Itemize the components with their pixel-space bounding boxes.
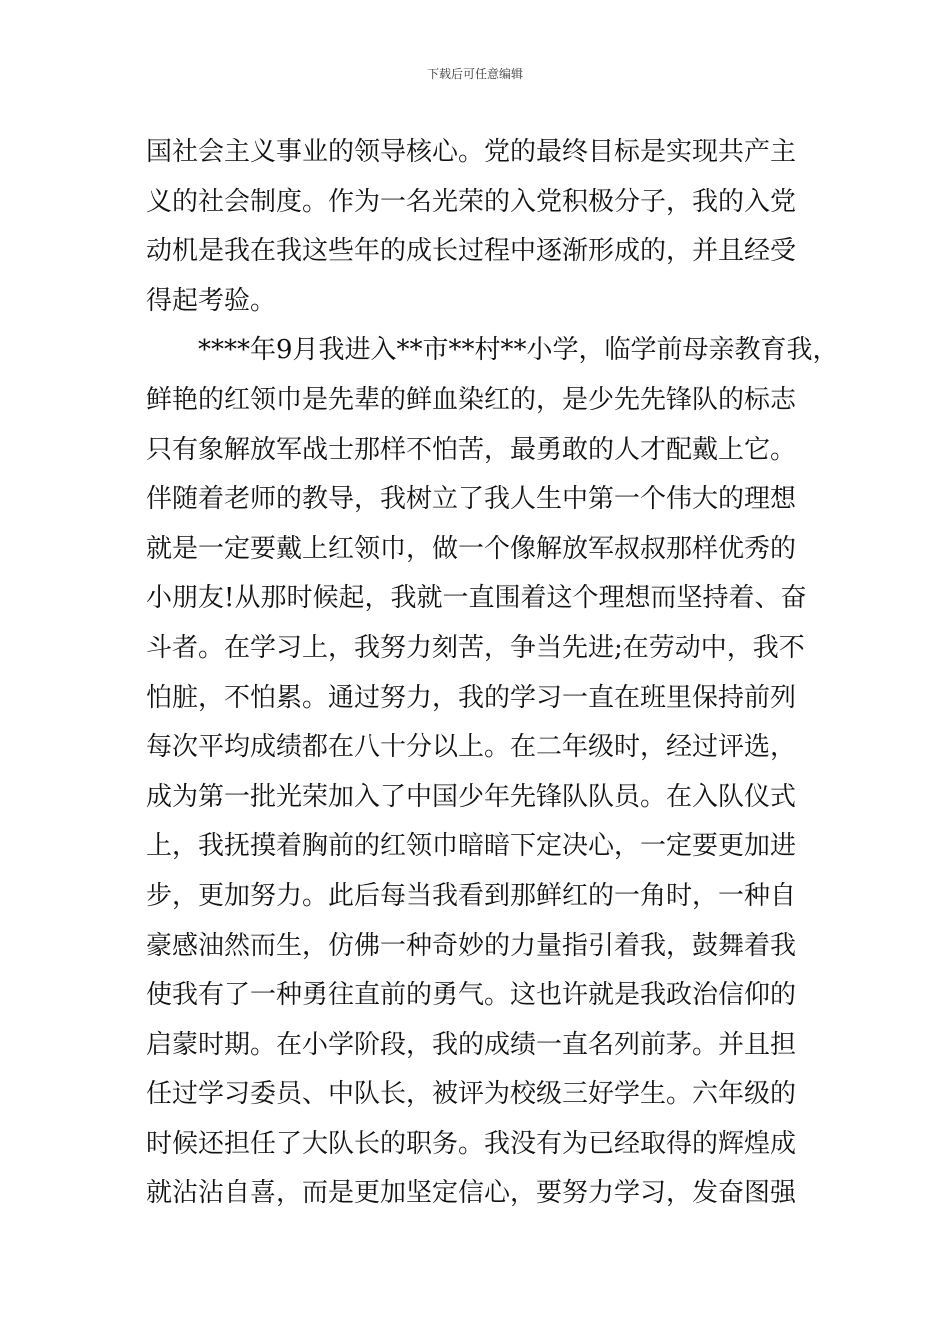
text-line: 斗者。在学习上，我努力刻苦，争当先进;在劳动中，我不 — [146, 632, 805, 663]
page-header: 下载后可任意编辑 — [426, 67, 523, 81]
text-line: 伴随着老师的教导，我树立了我人生中第一个伟大的理想 — [146, 484, 797, 515]
text-line: 豪感油然而生，仿佛一种奇妙的力量指引着我，鼓舞着我 — [146, 930, 797, 961]
text-line: 国社会主义事业的领导核心。党的最终目标是实现共产主 — [146, 137, 797, 167]
text-line: 每次平均成绩都在八十分以上。在二年级时，经过评选， — [146, 732, 797, 763]
text-line: 时候还担任了大队长的职务。我没有为已经取得的辉煌成 — [146, 1128, 797, 1159]
text-line: 动机是我在我这些年的成长过程中逐渐形成的，并且经受 — [146, 236, 797, 267]
text-line: 鲜艳的红领巾是先辈的鲜血染红的，是少先先锋队的标志 — [146, 384, 797, 415]
text-line: 使我有了一种勇往直前的勇气。这也许就是我政治信仰的 — [146, 980, 797, 1011]
body-text — [146, 128, 839, 1219]
text-line: 启蒙时期。在小学阶段，我的成绩一直名列前茅。并且担 — [146, 1029, 797, 1060]
text-line: 只有象解放军战士那样不怕苦，最勇敢的人才配戴上它。 — [146, 434, 797, 465]
text-line: 任过学习委员、中队长，被评为校级三好学生。六年级的 — [146, 1079, 797, 1110]
text-line: 义的社会制度。作为一名光荣的入党积极分子，我的入党 — [146, 186, 797, 217]
text-line: 就沾沾自喜，而是更加坚定信心，要努力学习，发奋图强 — [146, 1178, 797, 1209]
text-line: 小朋友!从那时候起，我就一直围着这个理想而坚持着、奋 — [146, 583, 807, 614]
text-line: 步，更加努力。此后每当我看到那鲜红的一角时，一种自 — [146, 880, 797, 911]
text-line: 就是一定要戴上红领巾，做一个像解放军叔叔那样优秀的 — [146, 533, 797, 564]
text-line: 上，我抚摸着胸前的红领巾暗暗下定决心，一定要更加进 — [146, 831, 797, 862]
text-line: 得起考验。 — [146, 285, 277, 316]
text-line: ****年9月我进入**市**村**小学，临学前母亲教育我， — [198, 335, 839, 366]
text-line: 成为第一批光荣加入了中国少年先锋队队员。在入队仪式 — [146, 781, 797, 812]
text-line: 怕脏，不怕累。通过努力，我的学习一直在班里保持前列 — [146, 682, 797, 713]
